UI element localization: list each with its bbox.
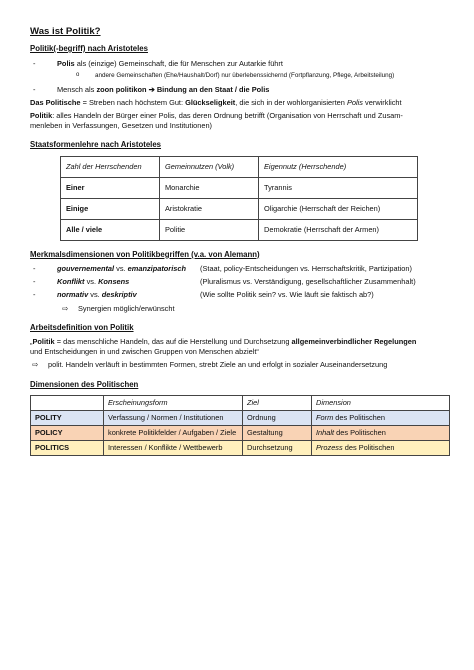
table-cell: Oligarchie (Herrschaft der Reichen) bbox=[259, 198, 418, 219]
gemeinschaften-text: andere Gemeinschaften (Ehe/Haushalt/Dorf) nur überlebenssichernd (Fortpflanzung, Pflege, Arbeitsteilung) bbox=[95, 71, 395, 79]
table-row bbox=[61, 177, 418, 198]
staatsformen-table bbox=[60, 156, 418, 241]
polis-text: als (einzige) Gemeinschaft, die für Menschen zur Autarkie führt bbox=[74, 58, 283, 68]
table-cell: Inhalt des Politischen bbox=[312, 425, 450, 440]
arrow-right-icon: ⇨ bbox=[32, 359, 39, 369]
header-cell: Eigennutz (Herrschende) bbox=[259, 156, 418, 177]
merkmal-desc: (Wie sollte Politik sein? vs. Wie läuft sie faktisch ab?) bbox=[200, 290, 374, 300]
table-cell: Aristokratie bbox=[160, 198, 259, 219]
dash-bullet: - bbox=[33, 84, 36, 94]
synergien-line: ⇨ Synergien möglich/erwünscht bbox=[58, 304, 450, 313]
table-row-polity bbox=[31, 410, 450, 425]
bindung-term: Bindung an den Staat / die Polis bbox=[156, 84, 270, 94]
circle-bullet: o bbox=[76, 71, 80, 78]
table-cell: Demokratie (Herrschaft der Armen) bbox=[259, 219, 418, 240]
page-title: Was ist Politik? bbox=[30, 26, 101, 37]
paragraph-politik-definition: Politik: alles Handeln der Bürger einer Polis, das deren Ordnung betrifft (Organisation von Herrschaft und Zusam- menleben in Verfassungen, Gesetzen und Institutionen) bbox=[30, 111, 403, 130]
table-cell: Alle / viele bbox=[61, 219, 160, 240]
table-cell: Prozess des Politischen bbox=[312, 440, 450, 455]
table-cell: POLITICS bbox=[31, 440, 104, 455]
list-item: - gouvernemental vs. emanzipatorisch (Staat, policy-Entscheidungen vs. Herrschaftskritik, Partizipation) bbox=[33, 264, 412, 274]
table-header-row bbox=[31, 395, 450, 410]
table-row bbox=[61, 198, 418, 219]
polit-handeln-line: ⇨ polit. Handeln verläuft in bestimmten Formen, strebt Ziele an und erfolgt in sozialer Auseinandersetzung bbox=[32, 359, 388, 369]
table-row-politics bbox=[31, 440, 450, 455]
table-row-policy bbox=[31, 425, 450, 440]
list-item: - Konflikt vs. Konsens (Pluralismus vs. Verständigung, gesellschaftlicher Zusammenhalt) bbox=[33, 277, 416, 287]
document-page bbox=[30, 26, 450, 456]
table-cell: Ordnung bbox=[243, 410, 312, 425]
table-cell: Tyrannis bbox=[259, 177, 418, 198]
header-cell: Dimension bbox=[312, 395, 450, 410]
dimensionen-table bbox=[30, 395, 450, 456]
table-cell: Form des Politischen bbox=[312, 410, 450, 425]
heading-aristoteles: Politik(-begriff) nach Aristoteles bbox=[30, 43, 148, 53]
table-cell: Verfassung / Normen / Institutionen bbox=[104, 410, 243, 425]
polis-term: Polis bbox=[57, 58, 75, 68]
table-cell: Einer bbox=[61, 177, 160, 198]
header-cell bbox=[31, 395, 104, 410]
zoon-term: zoon politikon bbox=[96, 84, 147, 94]
table-cell: Monarchie bbox=[160, 177, 259, 198]
table-cell: konkrete Politikfelder / Aufgaben / Ziele bbox=[104, 425, 243, 440]
table-row bbox=[61, 219, 418, 240]
merkmal-desc: (Pluralismus vs. Verständigung, gesellschaftlicher Zusammenhalt) bbox=[200, 277, 416, 287]
header-cell: Erscheinungsform bbox=[104, 395, 243, 410]
merkmal-desc: (Staat, policy-Entscheidungen vs. Herrschaftskritik, Partizipation) bbox=[200, 264, 412, 274]
definition-quote: „Politik = das menschliche Handeln, das auf die Herstellung und Durchsetzung allgemeinverbindlicher Regelungen und Entscheidungen in und zwischen Gruppen von Menschen abzielt“ bbox=[30, 337, 417, 356]
list-item: - normativ vs. deskriptiv (Wie sollte Politik sein? vs. Wie läuft sie faktisch ab?) bbox=[33, 290, 374, 300]
bullet-polis bbox=[30, 59, 450, 68]
table-cell: Politie bbox=[160, 219, 259, 240]
heading-merkmalsdimensionen: Merkmalsdimensionen von Politikbegriffen (v.a. von Alemann) bbox=[30, 249, 260, 259]
heading-dimensionen: Dimensionen des Politischen bbox=[30, 380, 139, 390]
heading-arbeitsdefinition: Arbeitsdefinition von Politik bbox=[30, 322, 134, 332]
table-cell: Interessen / Konflikte / Wettbewerb bbox=[104, 440, 243, 455]
arrow-right-icon: ➔ bbox=[146, 84, 157, 94]
header-cell: Gemeinnutzen (Volk) bbox=[160, 156, 259, 177]
table-cell: Gestaltung bbox=[243, 425, 312, 440]
table-cell: Einige bbox=[61, 198, 160, 219]
bullet-zoon-politikon bbox=[30, 85, 450, 94]
sub-bullet-gemeinschaften bbox=[30, 72, 450, 80]
table-cell: POLITY bbox=[31, 410, 104, 425]
heading-staatsformenlehre: Staatsformenlehre nach Aristoteles bbox=[30, 139, 162, 149]
table-cell: Durchsetzung bbox=[243, 440, 312, 455]
table-header-row bbox=[61, 156, 418, 177]
paragraph-das-politische: Das Politische = Streben nach höchstem Gut: Glückseligkeit, die sich in der wohlorganisierten Polis verwirklicht bbox=[30, 98, 402, 108]
table-cell: POLICY bbox=[31, 425, 104, 440]
arrow-right-icon: ⇨ bbox=[62, 304, 69, 314]
zoon-pre: Mensch als bbox=[57, 84, 97, 94]
dash-bullet: - bbox=[33, 58, 36, 68]
header-cell: Zahl der Herrschenden bbox=[61, 156, 160, 177]
header-cell: Ziel bbox=[243, 395, 312, 410]
